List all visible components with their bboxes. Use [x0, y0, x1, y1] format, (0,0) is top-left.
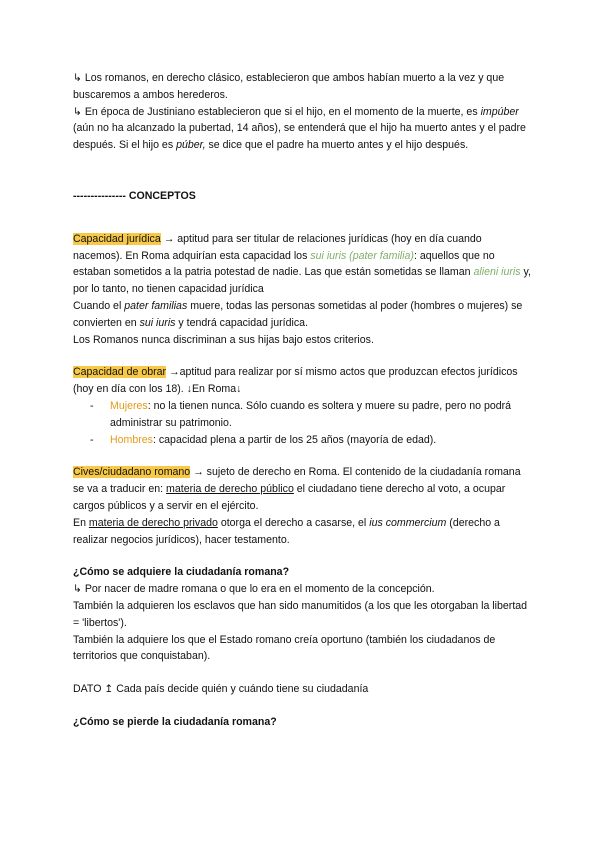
list-item-hombres: - Hombres: capacidad plena a partir de los 25 años (mayoría de edad).: [90, 433, 437, 446]
paragraph-pater-familias: Cuando el pater familias muere, todas las personas sometidas al poder (hombres o mujeres) se convierten en sui iuris y tendrá capacidad jurídica.: [73, 299, 523, 329]
paragraph-nacer-madre: ↳ Por nacer de madre romana o que lo era en el momento de la concepción.: [73, 583, 435, 596]
paragraph-cives: Cives/ciudadano romano → sujeto de derecho en Roma. El contenido de la ciudadanía romana se va a traducir en: materia de derecho público el ciudadano tiene derecho al voto, a ocupar cargos públicos y a servir en el ejército.: [73, 466, 521, 512]
paragraph-dato: DATO ↥ Cada país decide quién y cuándo tiene su ciudadanía: [73, 683, 369, 696]
paragraph-romanos-clasico: ↳ Los romanos, en derecho clásico, establecieron que ambos habían muerto a la vez y que buscaremos a ambos herederos.: [73, 72, 505, 101]
question-pierde: ¿Cómo se pierde la ciudadanía romana?: [73, 715, 277, 728]
section-heading-conceptos: --------------- CONCEPTOS: [73, 189, 196, 202]
question-adquiere: ¿Cómo se adquiere la ciudadanía romana?: [73, 566, 290, 579]
term-cives: Cives/ciudadano romano: [73, 466, 191, 479]
paragraph-derecho-privado: En materia de derecho privado otorga el derecho a casarse, el ius commercium (derecho a realizar negocios jurídicos), hacer testamento.: [73, 516, 500, 546]
term-capacidad-juridica: Capacidad jurídica: [73, 232, 161, 245]
document-body: [73, 70, 533, 731]
paragraph-no-discriminan: Los Romanos nunca discriminan a sus hijas bajo estos criterios.: [73, 333, 374, 346]
paragraph-esclavos: También la adquieren los esclavos que han sido manumitidos (a los que les otorgaban la libertad = 'libertos').: [73, 599, 528, 629]
paragraph-capacidad-juridica: Capacidad jurídica → aptitud para ser titular de relaciones jurídicas (hoy en día cuando nacemos). En Roma adquirían esta capacidad los sui iuris (pater familia): aquellos que no estaban sometidos a la patria potestad de nadie. Las que están sometidas se llaman alieni iuris y, por lo tanto, no tienen capacidad jurídica: [73, 232, 531, 296]
paragraph-capacidad-obrar: Capacidad de obrar →aptitud para realizar por sí mismo actos que produzcan efectos jurídicos (hoy en día con los 18). ↓En Roma↓: [73, 366, 518, 396]
paragraph-justiniano: ↳ En época de Justiniano establecieron que si el hijo, en el momento de la muerte, es impúber (aún no ha alcanzado la pubertad, 14 años), se entenderá que el hijo ha muerto antes y el padre después. Si el hijo es púber, se dice que el padre ha muerto antes y el hijo después.: [73, 105, 526, 152]
term-capacidad-obrar: Capacidad de obrar: [73, 366, 167, 379]
list-item-mujeres: - Mujeres: no la tienen nunca. Sólo cuando es soltera y muere su padre, pero no podrá administrar su patrimonio.: [90, 399, 512, 429]
paragraph-estado: También la adquiere los que el Estado romano creía oportuno (también los ciudadanos de territorios que conquistaban).: [73, 633, 496, 663]
list-capacidad-obrar: [73, 398, 533, 448]
